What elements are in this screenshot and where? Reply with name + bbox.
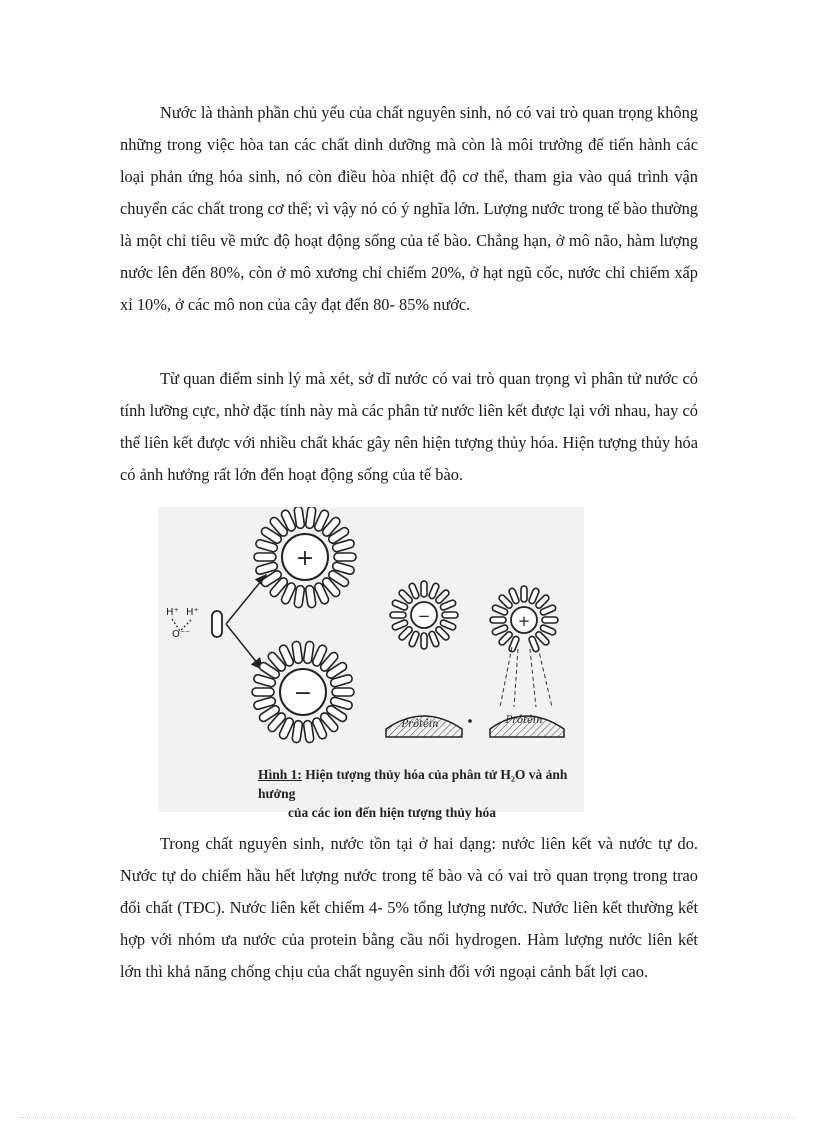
paragraph-2: Từ quan điểm sinh lý mà xét, sở dĩ nước có vai trò quan trọng vì phân tử nước có tính lưỡng cực, nhờ đặc tính này mà các phân tử nước liên kết được lại với nhau, hay có thể liên kết được với nhiều chất khác gây nên hiện tượng thủy hóa. Hiện tượng thủy hóa có ảnh hưởng rất lớn đến hoạt động sống của tế bào. (120, 369, 698, 484)
water-molecule-capsule (332, 688, 354, 696)
paragraph-3: Trong chất nguyên sinh, nước tồn tại ở hai dạng: nước liên kết và nước tự do. Nước tự do chiếm hầu hết lượng nước trong tế bào và có vai trò quan trọng trong trao đổi chất (TĐC). Nước liên kết chiếm 4- 5% tổng lượng nước. Nước liên kết thường kết hợp với nhóm ưa nước của protein bằng cầu nối hydrogen. Hàm lượng nước liên kết lớn thì khả năng chống chịu của chất nguyên sinh đối với ngoại cảnh bất lợi cao. (120, 834, 698, 981)
attraction-lines (500, 647, 552, 707)
caption-line-2: của các ion đến hiện tượng thủy hóa (288, 805, 496, 820)
water-molecule-capsule (390, 612, 406, 618)
water-molecule-capsule (334, 553, 356, 561)
separator-dot (468, 719, 472, 723)
protein-label-1: Prôtêin (401, 719, 439, 730)
small-cation-sign: + (517, 612, 531, 630)
protein-label-2: Prôtêin (505, 715, 543, 726)
arrow-to-cation (226, 575, 266, 624)
arrow-to-anion (226, 624, 262, 669)
caption-line-1: Hiện tượng thủy hóa của phân tử H₂O và ảnh hưởng (258, 767, 568, 801)
water-molecule-capsule (421, 633, 427, 649)
water-molecule-capsule (254, 553, 276, 561)
water-molecule-capsule (442, 612, 458, 618)
paragraph-1: Nước là thành phần chủ yếu của chất nguyên sinh, nó có vai trò quan trọng không những trong việc hòa tan các chất dinh dưỡng mà còn là môi trường để tiến hành các loại phản ứng hóa sinh, nó còn điều hòa nhiệt độ cơ thể, tham gia vào quá trình vận chuyển các chất trong cơ thể; vì vậy nó có ý nghĩa lớn. Lượng nước trong tế bào thường là một chỉ tiêu về mức độ hoạt động sống của tế bào. Chẳng hạn, ở mô não, hàm lượng nước lên đến 80%, còn ở mô xương chỉ chiếm 20%, ở hạt ngũ cốc, nước chỉ chiếm xấp xỉ 10%, ở các mô non của cây đạt đến 80- 85% nước. (120, 103, 698, 314)
oxygen-label: O⁻⁻ (172, 629, 191, 640)
small-anion-sign: − (417, 607, 431, 625)
water-molecule-capsule (542, 617, 558, 623)
water-molecule-capsule (490, 617, 506, 623)
hydrogen-label-2: H⁺ (186, 607, 199, 618)
water-molecule-capsule (421, 581, 427, 597)
page-bottom-rule (20, 1117, 796, 1118)
caption-label: Hình 1: (258, 767, 302, 782)
water-molecule-capsule (521, 586, 527, 602)
cation-sign: + (295, 546, 315, 571)
water-molecule-capsule (252, 688, 274, 696)
figure-hydration (158, 507, 584, 820)
hydrogen-label-1: H⁺ (166, 607, 179, 618)
figure-caption (258, 765, 578, 822)
dipole-icon (212, 611, 222, 637)
anion-sign: − (293, 681, 313, 706)
